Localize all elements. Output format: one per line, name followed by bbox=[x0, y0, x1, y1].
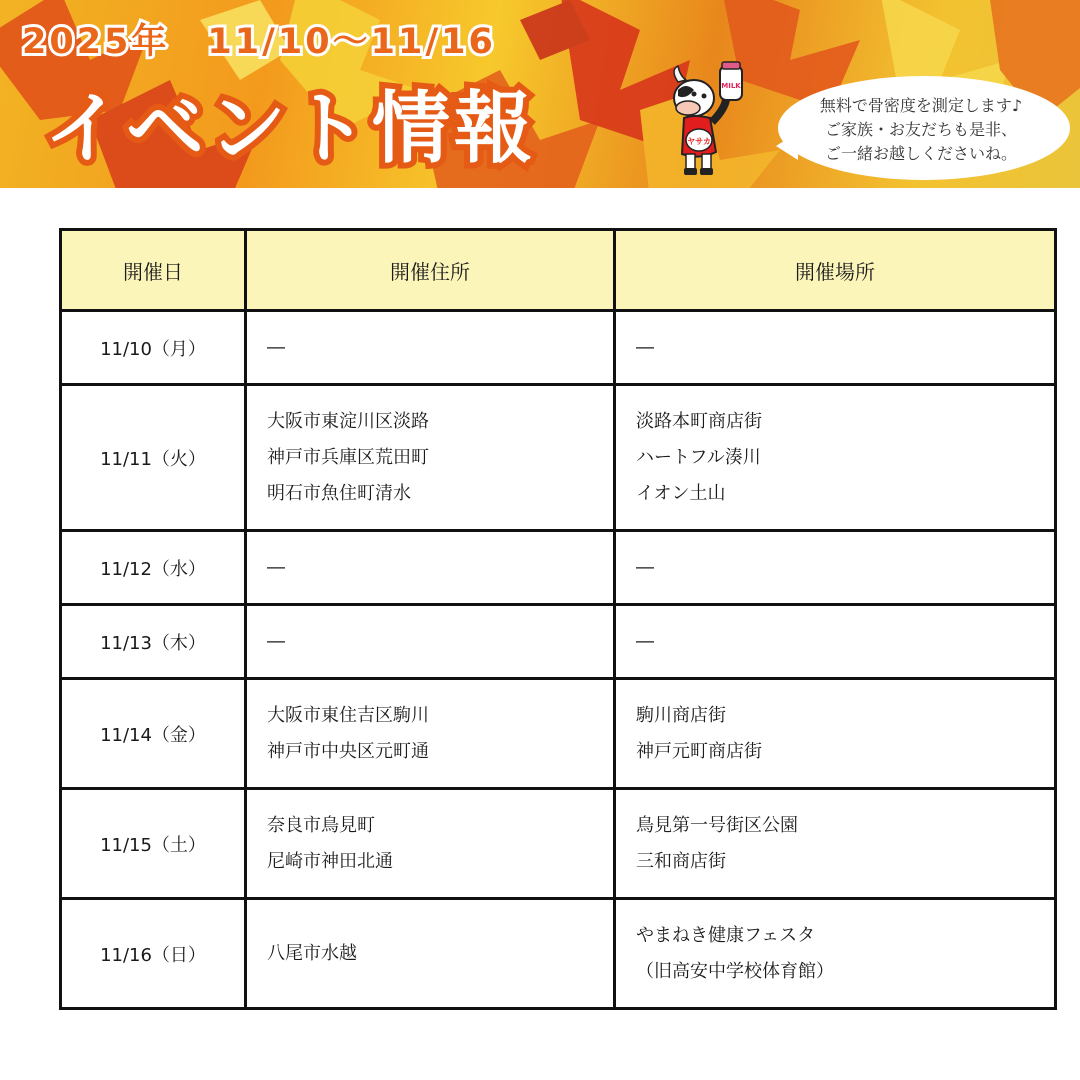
header-date: 開催日 bbox=[61, 230, 246, 311]
table-row bbox=[61, 531, 1056, 605]
event-address-cell bbox=[246, 679, 615, 789]
event-venue: 鳥見第一号街区公園 bbox=[636, 814, 798, 836]
event-venue: イオン土山 bbox=[636, 482, 726, 504]
header-venue: 開催場所 bbox=[615, 230, 1056, 311]
event-date: 11/14（金） bbox=[61, 679, 246, 789]
event-venue-cell bbox=[615, 679, 1056, 789]
event-address-cell bbox=[246, 789, 615, 899]
event-address: 明石市魚住町清水 bbox=[267, 482, 411, 504]
bubble-line-3: ご一緒お越しくださいね。 bbox=[824, 144, 1017, 163]
header-address: 開催住所 bbox=[246, 230, 615, 311]
event-venue: 淡路本町商店街 bbox=[636, 410, 762, 432]
event-address-cell bbox=[246, 311, 615, 385]
event-date: 11/16（日） bbox=[61, 899, 246, 1009]
event-address: 八尾市水越 bbox=[267, 942, 357, 964]
event-venue: 神戸元町商店街 bbox=[636, 740, 762, 762]
event-address: 尼崎市神田北通 bbox=[267, 850, 393, 872]
event-date: 11/13（木） bbox=[61, 605, 246, 679]
table-row bbox=[61, 385, 1056, 531]
event-venue-cell bbox=[615, 311, 1056, 385]
event-address: ― bbox=[267, 336, 285, 358]
event-date: 11/11（火） bbox=[61, 385, 246, 531]
event-venue-cell bbox=[615, 531, 1056, 605]
event-address-cell bbox=[246, 899, 615, 1009]
bubble-line-1: 無料で骨密度を測定します♪ bbox=[819, 96, 1023, 115]
event-venue: やまねき健康フェスタ bbox=[636, 924, 816, 946]
event-venue-cell bbox=[615, 385, 1056, 531]
event-address: 神戸市中央区元町通 bbox=[267, 740, 429, 762]
event-address-cell bbox=[246, 385, 615, 531]
event-address-cell bbox=[246, 605, 615, 679]
event-venue: ― bbox=[636, 556, 654, 578]
event-venue: 駒川商店街 bbox=[636, 704, 726, 726]
date-range: 2025年 11/10〜11/16 bbox=[22, 22, 496, 62]
header-banner bbox=[0, 0, 1080, 188]
mascot-bottle-label: MILK bbox=[721, 82, 741, 90]
event-venue: 三和商店街 bbox=[636, 850, 726, 872]
table-row bbox=[61, 311, 1056, 385]
event-venue: ― bbox=[636, 336, 654, 358]
event-venue: ― bbox=[636, 630, 654, 652]
bubble-line-2: ご家族・お友だちも是非、 bbox=[824, 120, 1017, 139]
table-row bbox=[61, 679, 1056, 789]
page-title: イベント情報 bbox=[44, 84, 537, 174]
event-venue-cell bbox=[615, 899, 1056, 1009]
event-venue-cell bbox=[615, 789, 1056, 899]
event-schedule-table bbox=[59, 228, 1057, 1010]
event-date: 11/15（土） bbox=[61, 789, 246, 899]
event-date: 11/10（月） bbox=[61, 311, 246, 385]
event-address: ― bbox=[267, 556, 285, 578]
event-address: ― bbox=[267, 630, 285, 652]
table-header-row bbox=[61, 230, 1056, 311]
table-row bbox=[61, 789, 1056, 899]
table-row bbox=[61, 899, 1056, 1009]
event-address-cell bbox=[246, 531, 615, 605]
table-row bbox=[61, 605, 1056, 679]
event-address: 大阪市東淀川区淡路 bbox=[267, 410, 429, 432]
speech-bubble bbox=[776, 74, 1066, 182]
event-venue: （旧高安中学校体育館） bbox=[636, 960, 834, 982]
event-venue: ハートフル湊川 bbox=[636, 446, 761, 468]
cow-mascot-icon bbox=[664, 60, 756, 178]
event-venue-cell bbox=[615, 605, 1056, 679]
event-address: 大阪市東住吉区駒川 bbox=[267, 704, 429, 726]
event-address: 神戸市兵庫区荒田町 bbox=[267, 446, 429, 468]
mascot-brand-label: ヤサカ bbox=[687, 137, 711, 146]
event-address: 奈良市鳥見町 bbox=[267, 814, 375, 836]
event-date: 11/12（水） bbox=[61, 531, 246, 605]
